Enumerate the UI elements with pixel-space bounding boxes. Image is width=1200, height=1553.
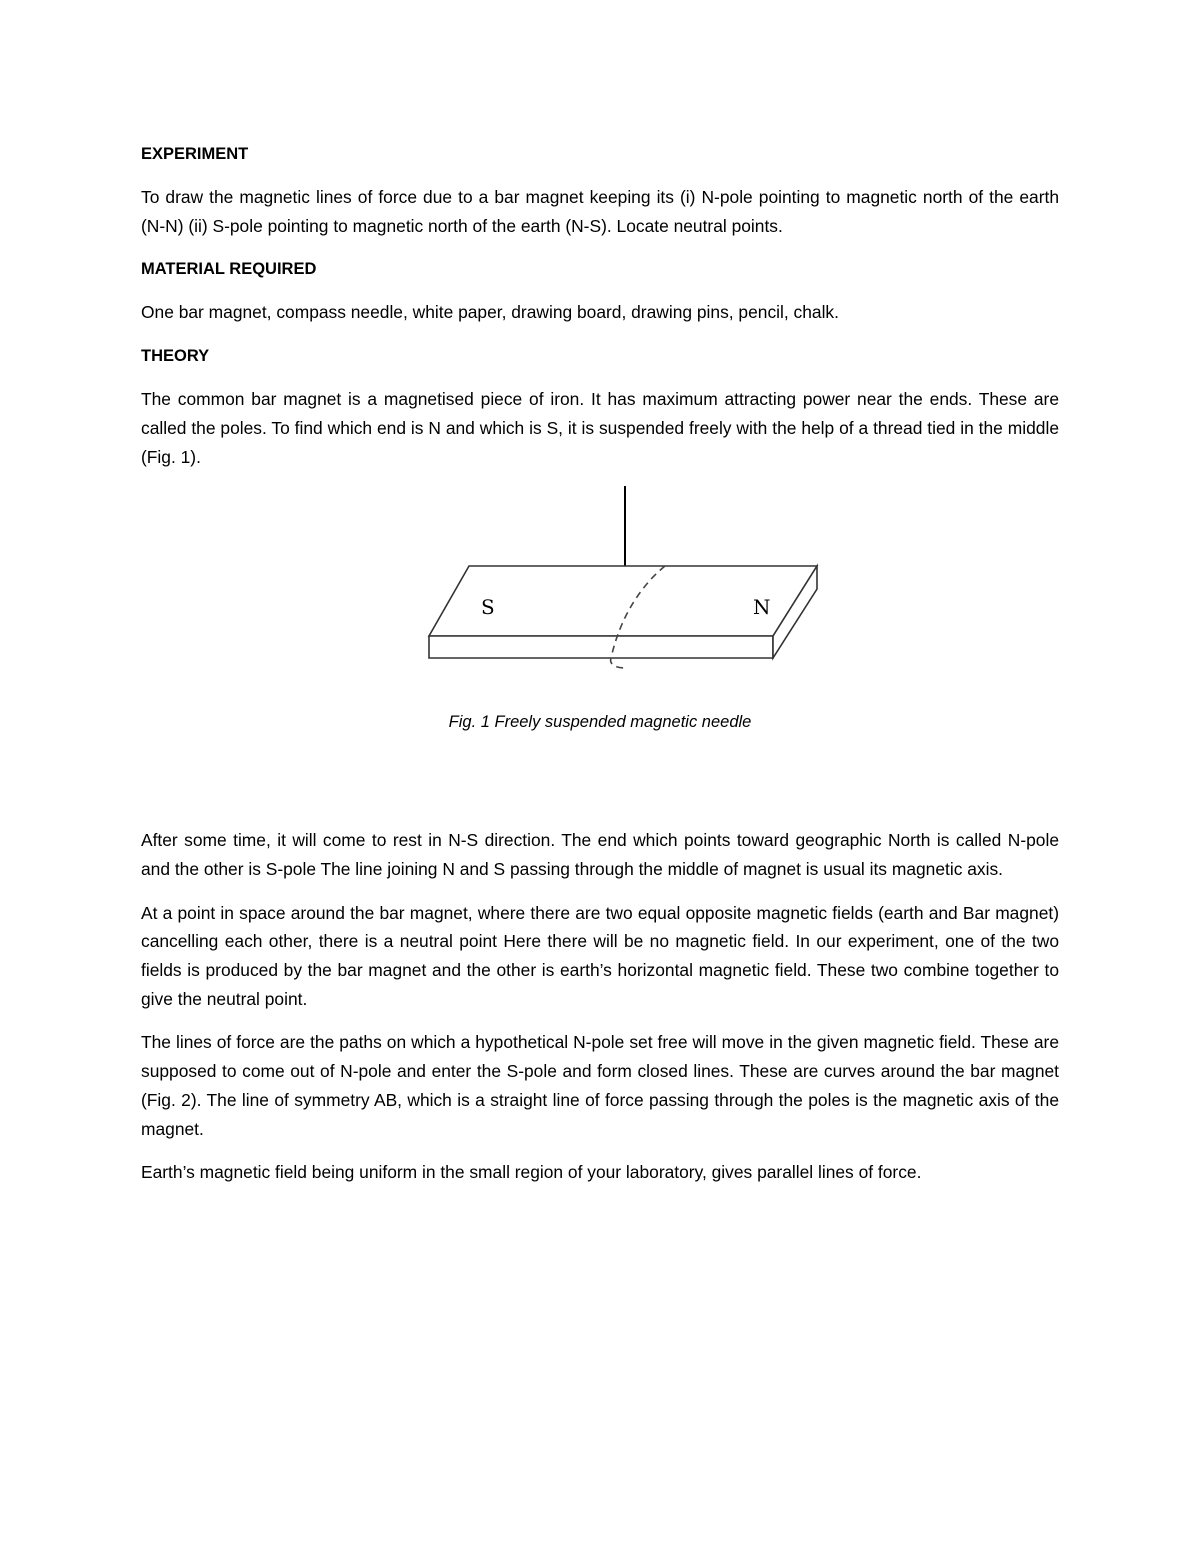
theory-paragraph: The common bar magnet is a magnetised piece of iron. It has maximum attracting power near the ends. These are called the poles. To find which end is N and which is S, it is suspended freely with the help of a thread tied in the middle (Fig. 1). xyxy=(141,389,1059,467)
figure-caption: Fig. 1 Freely suspended magnetic needle xyxy=(448,713,752,732)
south-pole-label: S xyxy=(481,595,495,620)
north-pole-label: N xyxy=(753,595,771,620)
heading-experiment: EXPERIMENT xyxy=(141,145,249,163)
body-paragraph-2: At a point in space around the bar magnet, where there are two equal opposite magnetic fields (earth and Bar magnet) cancelling each other, there is a neutral point Here there will be no magnetic field. In our experiment, one of the two fields is produced by the bar magnet and the other is earth’s horizontal magnetic field. These two combine together to give the neutral point. xyxy=(141,902,1059,1009)
body-paragraph-4: Earth’s magnetic field being uniform in the small region of your laboratory, gives parallel lines of force. xyxy=(141,1162,922,1183)
bar-magnet-diagram xyxy=(425,486,825,686)
body-paragraph-1: After some time, it will come to rest in N-S direction. The end which points toward geographic North is called N-pole and the other is S-pole The line joining N and S passing through the middle of magnet is usual its magnetic axis. xyxy=(141,830,1059,879)
experiment-paragraph: To draw the magnetic lines of force due to a bar magnet keeping its (i) N-pole pointing to magnetic north of the earth (N-N) (ii) S-pole pointing to magnetic north of the earth (N-S). Locate neutral points. xyxy=(141,187,1059,236)
heading-material-required: MATERIAL REQUIRED xyxy=(141,260,317,279)
document-content xyxy=(141,140,1059,1202)
heading-theory: THEORY xyxy=(141,347,210,366)
material-paragraph: One bar magnet, compass needle, white paper, drawing board, drawing pins, pencil, chalk. xyxy=(141,302,839,323)
figure-1 xyxy=(141,486,1059,826)
magnet-front-face xyxy=(429,636,773,658)
body-paragraph-3: The lines of force are the paths on which a hypothetical N-pole set free will move in the given magnetic field. These are supposed to come out of N-pole and enter the S-pole and form closed lines. These are curves around the bar magnet (Fig. 2). The line of symmetry AB, which is a straight line of force passing through the poles is the magnetic axis of the magnet. xyxy=(141,1032,1059,1139)
